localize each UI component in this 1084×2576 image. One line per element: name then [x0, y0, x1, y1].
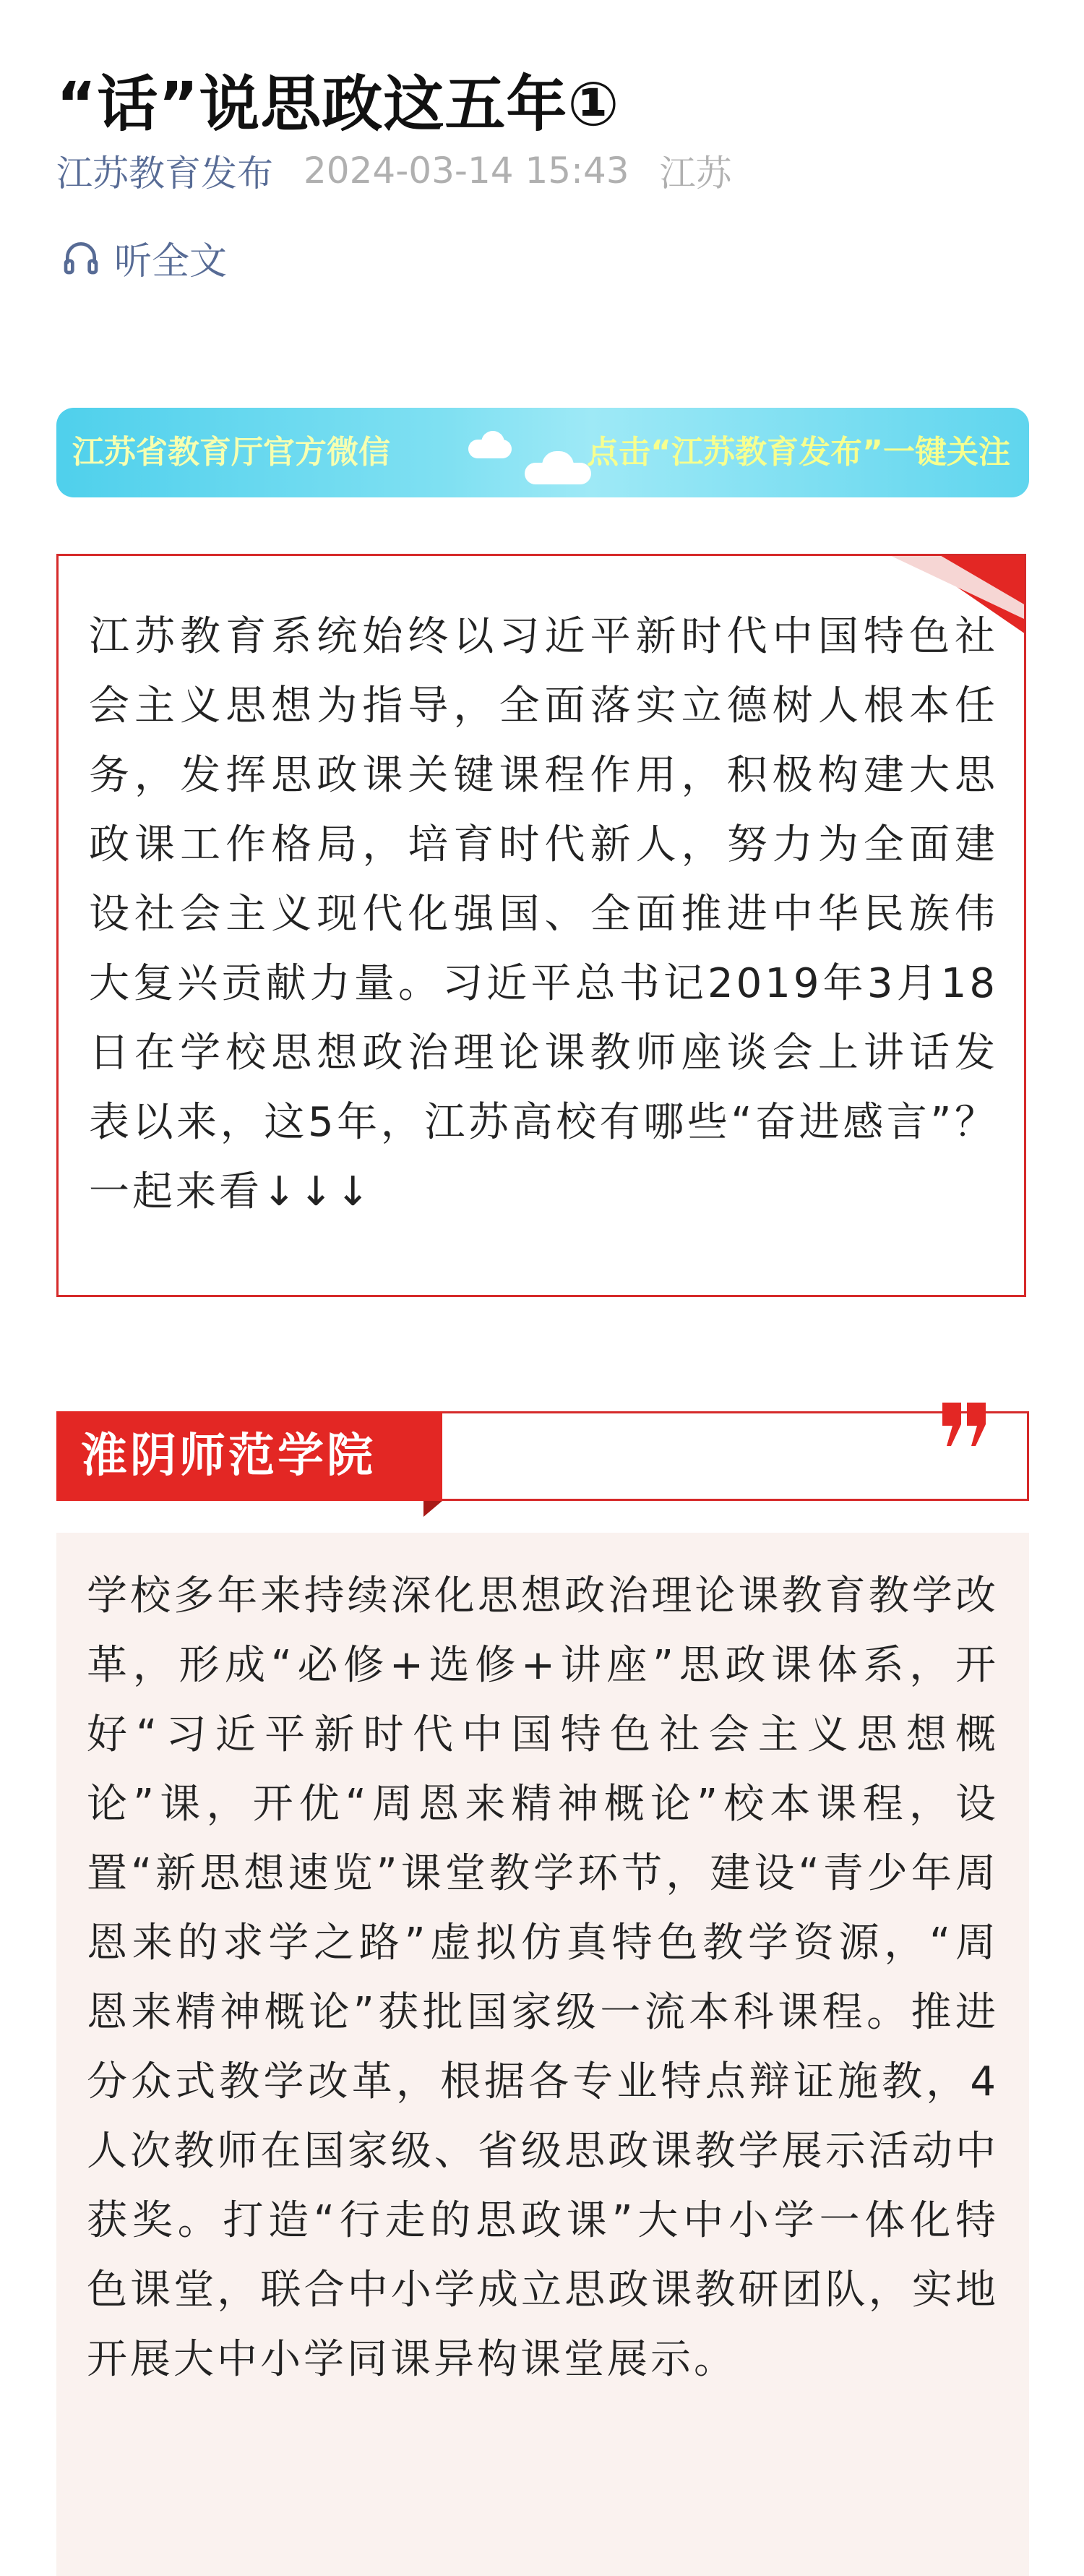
banner-left-text: 江苏省教育厅官方微信: [72, 434, 390, 471]
cloud-decoration: [542, 451, 574, 480]
listen-full-text-button[interactable]: [61, 228, 227, 286]
banner-right-text: 点击“江苏教育发布”一键关注: [587, 434, 1010, 471]
section-header: [56, 1411, 1029, 1501]
section-paragraph: 学校多年来持续深化思想政治理论课教育教学改革，形成“必修+选修+讲座”思政课体系，开好“习近平新时代中国特色社会主义思想概论”课，开优“周恩来精神概论”校本课程，设置“新思想速览”课堂教学环节，建设“青少年周恩来的求学之路”虚拟仿真特色教学资源，“周恩来精神概论”获批国家级一流本科课程。推进分众式教学改革，根据各专业特点辩证施教，4人次教师在国家级、省级思政课教学展示活动中获奖。打造“行走的思政课”大中小学一体化特色课堂，联合中小学成立思政课教研团队，实地开展大中小学同课异构课堂展示。: [87, 1572, 999, 2383]
intro-paragraph: 江苏教育系统始终以习近平新时代中国特色社会主义思想为指导，全面落实立德树人根本任务，发挥思政课关键课程作用，积极构建大思政课工作格局，培育时代新人，努力为全面建设社会主义现代化强国、全面推进中华民族伟大复兴贡献力量。习近平总书记2019年3月18日在学校思想政治理论课教师座谈会上讲话发表以来，这5年，江苏高校有哪些“奋进感言”？一起来看↓↓↓: [89, 613, 998, 1215]
cloud-decoration: [481, 431, 504, 454]
account-name-link[interactable]: 江苏教育发布: [56, 153, 273, 194]
publish-date: 2024-03-14 15:43: [304, 150, 629, 192]
school-name: 淮阴师范学院: [81, 1429, 376, 1483]
tag-fold: [423, 1501, 442, 1517]
headphones-icon: [61, 237, 101, 278]
article-meta: [56, 142, 732, 200]
follow-banner[interactable]: [56, 408, 1029, 497]
quote-mark-icon: [939, 1403, 990, 1449]
listen-label: 听全文: [114, 239, 228, 283]
section-body: [56, 1533, 1029, 2576]
intro-box: [56, 554, 1026, 1297]
publish-region: 江苏: [659, 153, 732, 194]
school-tag: [56, 1411, 442, 1501]
article-title: “话”说思政这五年①: [56, 69, 620, 140]
